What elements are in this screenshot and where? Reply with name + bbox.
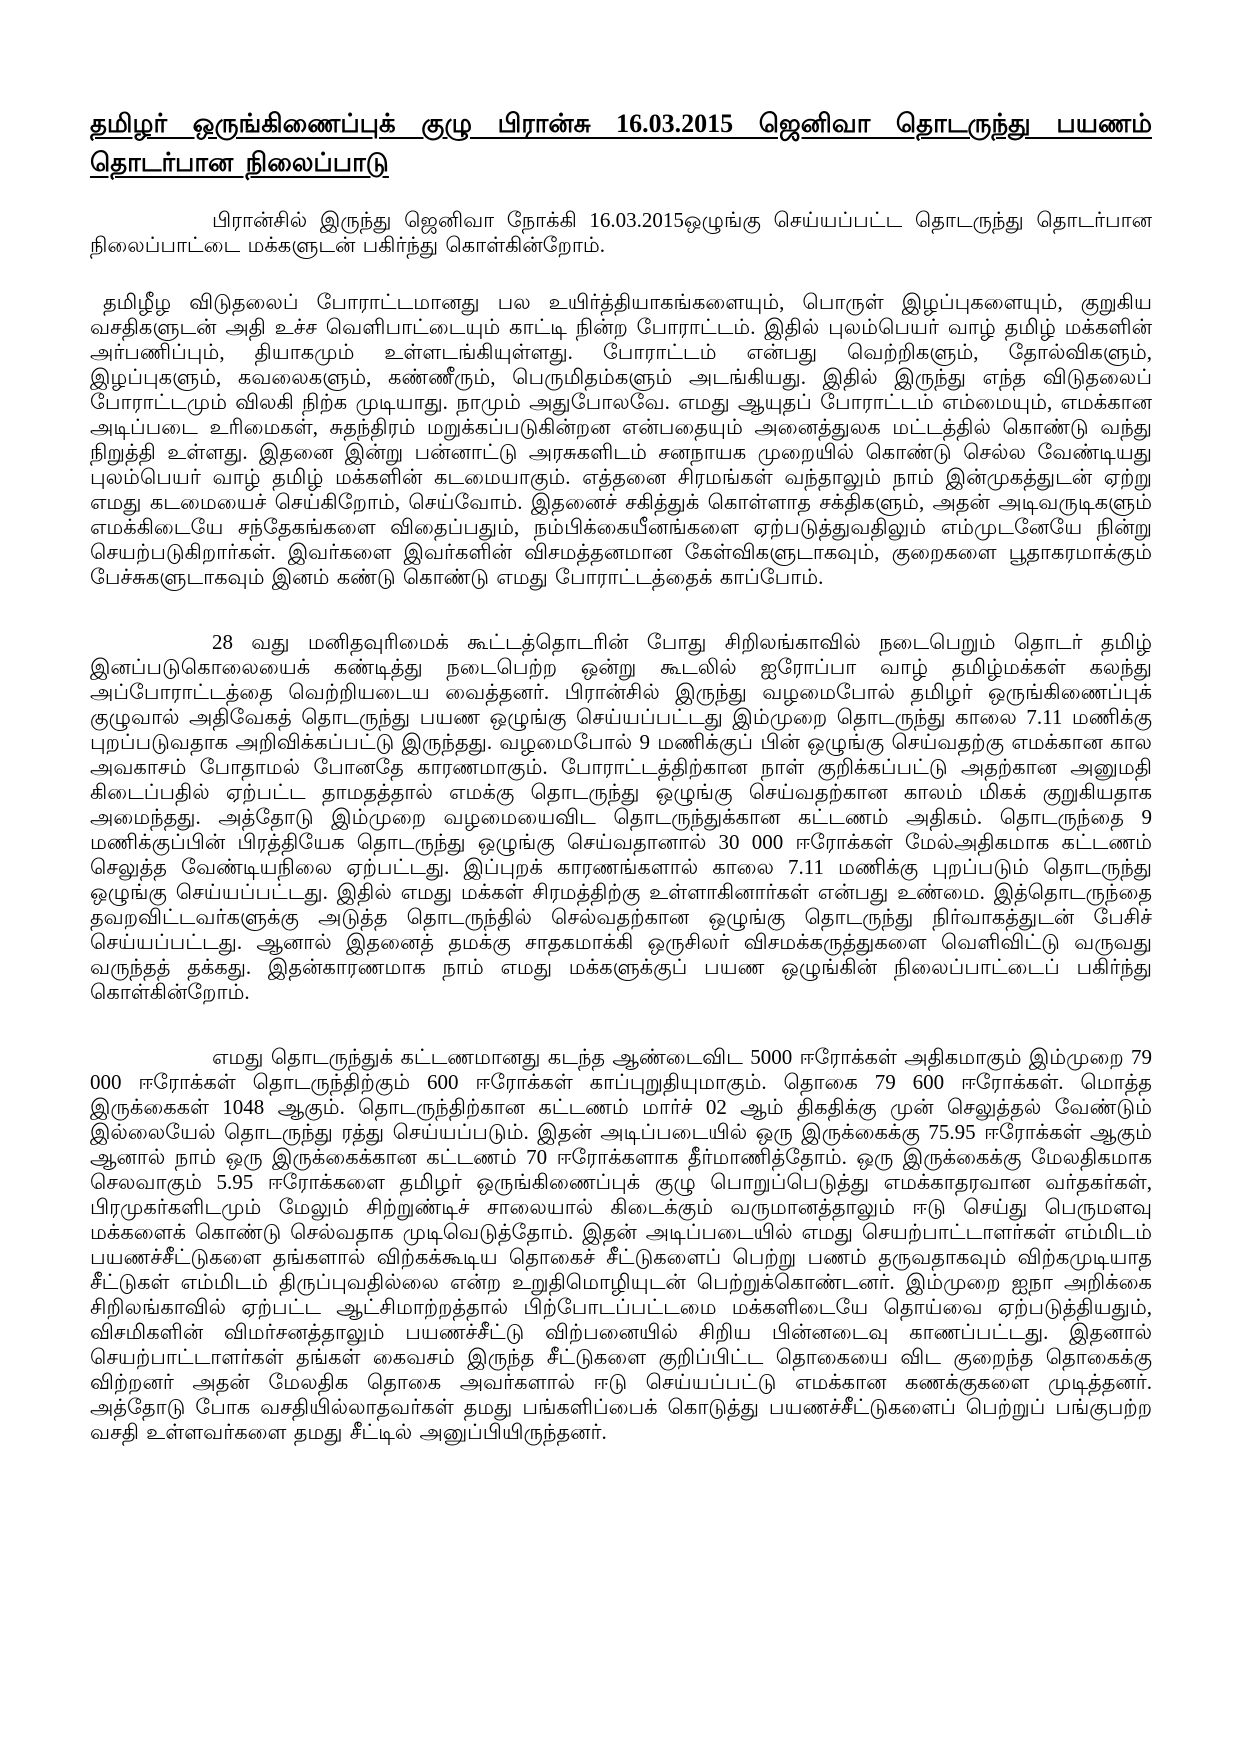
document-body [90,104,1152,1477]
paragraph-ticket-costs: எமது தொடருந்துக் கட்டணமானது கடந்த ஆண்டைவிட 5000 ஈரோக்கள் அதிகமாகும் இம்முறை 79 000 ஈரோக்கள் தொடருந்திற்கும் 600 ஈரோக்கள் காப்புறுதியுமாகும். தொகை 79 600 ஈரோக்கள். மொத்த இருக்கைகள் 1048 ஆகும். தொடருந்திற்கான கட்டணம் மார்ச் 02 ஆம் திகதிக்கு முன் செலுத்தல் வேண்டும் இல்லையேல் தொடருந்து ரத்து செய்யப்படும். இதன் அடிப்படையில் ஒரு இருக்கைக்கு 75.95 ஈரோக்கள் ஆகும் ஆனால் நாம் ஒரு இருக்கைக்கான கட்டணம் 70 ஈரோக்களாக தீர்மாணித்தோம். ஒரு இருக்கைக்கு மேலதிகமாக செலவாகும் 5.95 ஈரோக்களை தமிழர் ஒருங்கிணைப்புக் குழு பொறுப்பெடுத்து எமக்காதரவான வர்தகர்கள், பிரமுகர்களிடமும் மேலும் சிற்றுண்டிச் சாலையால் கிடைக்கும் வருமானத்தாலும் ஈடு செய்து பெருமளவு மக்களைக் கொண்டு செல்வதாக முடிவெடுத்தோம். இதன் அடிப்படையில் எமது செயற்பாட்டாளர்கள் எம்மிடம் பயணச்சீட்டுகளை தங்களால் விற்கக்கூடிய தொகைச் சீட்டுகளைப் பெற்று பணம் தருவதாகவும் விற்கமுடியாத சீட்டுகள் எம்மிடம் திருப்புவதில்லை என்ற உறுதிமொழியுடன் பெற்றுக்கொண்டனர். இம்முறை ஐநா அறிக்கை சிறிலங்காவில் ஏற்பட்ட ஆட்சிமாற்றத்தால் பிற்போடப்பட்டமை மக்களிடையே தொய்வை ஏற்படுத்தியதும், விசமிகளின் விமர்சனத்தாலும் பயணச்சீட்டு விற்பனையில் சிறிய பின்னடைவு காணப்பட்டது. இதனால் செயற்பாட்டாளர்கள் தங்கள் கைவசம் இருந்த சீட்டுகளை குறிப்பிட்ட தொகையை விட குறைந்த தொகைக்கு விற்றனர் அதன் மேலதிக தொகை அவர்களால் ஈடு செய்யப்பட்டு எமக்கான கணக்குகளை முடித்தனர். அத்தோடு போக வசதியில்லாதவர்கள் தமது பங்களிப்பைக் கொடுத்து பயணச்சீட்டுகளைப் பெற்றுப் பங்குபற்ற வசதி உள்ளவர்களை தமது சீட்டில் அனுப்பியிருந்தனர். [90,1045,1153,1444]
document-title: தமிழர் ஒருங்கிணைப்புக் குழு பிரான்சு 16.03.2015 ஜெனிவா தொடருந்து பயணம் தொடர்பான நிலைப்பாடு [90,109,1152,177]
paragraph-intro: பிரான்சில் இருந்து ஜெனிவா நோக்கி 16.03.2015ஒழுங்கு செய்யப்பட்ட தொடருந்து தொடர்பான நிலைப்பாட்டை மக்களுடன் பகிர்ந்து கொள்கின்றோம். [90,208,1152,257]
paragraph-struggle: தமிழீழ விடுதலைப் போராட்டமானது பல உயிர்த்தியாகங்களையும், பொருள் இழப்புகளையும், குறுகிய வசதிகளுடன் அதி உச்ச வெளிபாட்டையும் காட்டி நின்ற போராட்டம். இதில் புலம்பெயர் வாழ் தமிழ் மக்களின் அர்பணிப்பும், தியாகமும் உள்ளடங்கியுள்ளது. போராட்டம் என்பது வெற்றிகளும், தோல்விகளும், இழப்புகளும், கவலைகளும், கண்ணீரும், பெருமிதம்களும் அடங்கியது. இதில் இருந்து எந்த விடுதலைப் போராட்டமும் விலகி நிற்க முடியாது. நாமும் அதுபோலவே. எமது ஆயுதப் போராட்டம் எம்மையும், எமக்கான அடிப்படை உரிமைகள், சுதந்திரம் மறுக்கப்படுகின்றன என்பதையும் அனைத்துலக மட்டத்தில் கொண்டு வந்து நிறுத்தி உள்ளது. இதனை இன்று பன்னாட்டு அரசுகளிடம் சனநாயக முறையில் கொண்டு செல்ல வேண்டியது புலம்பெயர் வாழ் தமிழ் மக்களின் கடமையாகும். எத்தனை சிரமங்கள் வந்தாலும் நாம் இன்முகத்துடன் ஏற்று எமது கடமையைச் செய்கிறோம், செய்வோம். இதனைச் சகித்துக் கொள்ளாத சக்திகளும், அதன் அடிவருடிகளும் எமக்கிடையே சந்தேகங்களை விதைப்பதும், நம்பிக்கையீனங்களை ஏற்படுத்துவதிலும் எம்முடனேயே நின்று செயற்படுகிறார்கள். இவர்களை இவர்களின் விசமத்தனமான கேள்விகளுடாகவும், குறைகளை பூதாகரமாக்கும் பேச்சுகளுடாகவும் இனம் கண்டு கொண்டு எமது போராட்டத்தைக் காப்போம். [90,290,1152,589]
paragraph-unhrc-session: 28 வது மனிதவுரிமைக் கூட்டத்தொடரின் போது சிறிலங்காவில் நடைபெறும் தொடர் தமிழ் இனப்படுகொலையைக் கண்டித்து நடைபெற்ற ஒன்று கூடலில் ஐரோப்பா வாழ் தமிழ்மக்கள் கலந்து அப்போராட்டத்தை வெற்றியடைய வைத்தனர். பிரான்சில் இருந்து வழமைபோல் தமிழர் ஒருங்கிணைப்புக் குழுவால் அதிவேகத் தொடருந்து பயண ஒழுங்கு செய்யப்பட்டது இம்முறை தொடருந்து காலை 7.11 மணிக்கு புறப்படுவதாக அறிவிக்கப்பட்டு இருந்தது. வழமைபோல் 9 மணிக்குப் பின் ஒழுங்கு செய்வதற்கு எமக்கான கால அவகாசம் போதாமல் போனதே காரணமாகும். போராட்டத்திற்கான நாள் குறிக்கப்பட்டு அதற்கான அனுமதி கிடைப்பதில் ஏற்பட்ட தாமதத்தால் எமக்கு தொடருந்து ஒழுங்கு செய்வதற்கான காலம் மிகக் குறுகியதாக அமைந்தது. அத்தோடு இம்முறை வழமையைவிட தொடருந்துக்கான கட்டணம் அதிகம். தொடருந்தை 9 மணிக்குப்பின் பிரத்தியேக தொடருந்து ஒழுங்கு செய்வதானால் 30 000 ஈரோக்கள் மேல்அதிகமாக கட்டணம் செலுத்த வேண்டியநிலை ஏற்பட்டது. இப்புறக் காரணங்களால் காலை 7.11 மணிக்கு புறப்படும் தொடருந்து ஒழுங்கு செய்யப்பட்டது. இதில் எமது மக்கள் சிரமத்திற்கு உள்ளாகினார்கள் என்பது உண்மை. இத்தொடருந்தை தவறவிட்டவர்களுக்கு அடுத்த தொடருந்தில் செல்வதற்கான ஒழுங்கு தொடருந்து நிர்வாகத்துடன் பேசிச் செய்யப்பட்டது. ஆனால் இதனைத் தமக்கு சாதகமாக்கி ஒருசிலர் விசமக்கருத்துகளை வெளிவிட்டு வருவது வருந்தத் தக்கது. இதன்காரணமாக நாம் எமது மக்களுக்குப் பயண ஒழுங்கின் நிலைப்பாட்டைப் பகிர்ந்து கொள்கின்றோம். [90,630,1152,1004]
